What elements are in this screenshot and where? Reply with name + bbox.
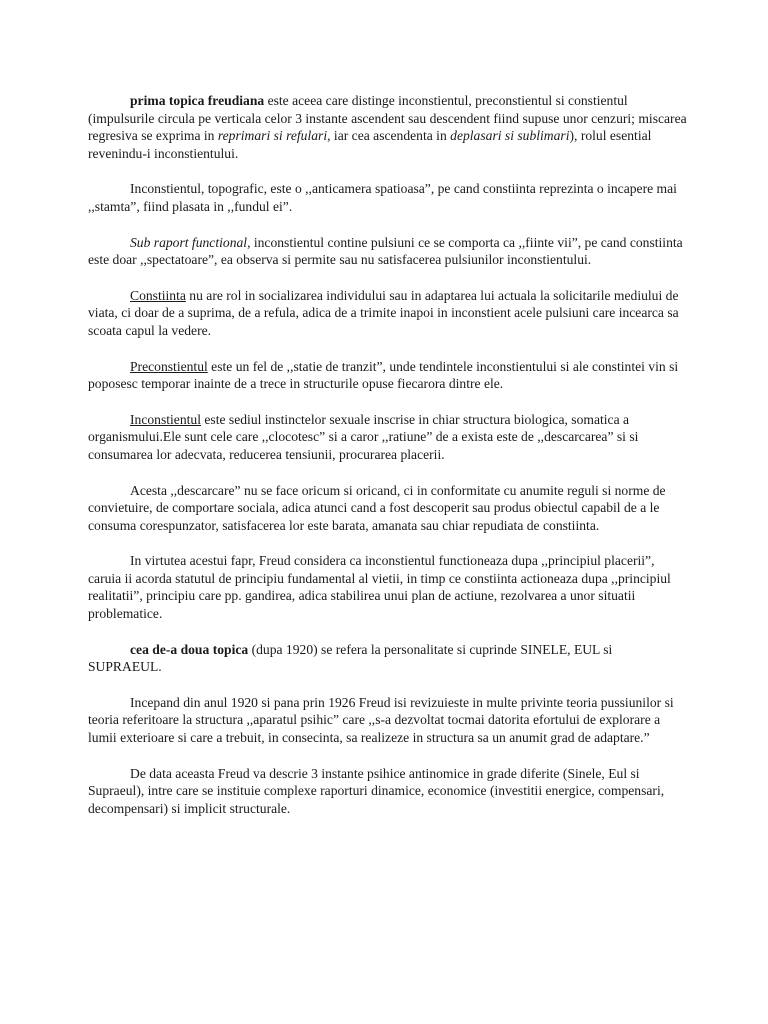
paragraph-a-doua-topica bbox=[88, 641, 688, 676]
paragraph-principiul-placerii: In virtutea acestui fapr, Freud considera ca inconstientul functioneaza dupa ,,principiul placerii”, caruia ii acorda statutul de principiu fundamental al vietii, in timp ce constiinta actioneaza dupa ,,principiul realitatii”, principiu care pp. gandirea, adica stabilirea unui plan de actiune, rezolvarea a unor situatii problematice. bbox=[88, 553, 671, 622]
text-run: nu are rol in socializarea individului sau in adaptarea lui actuala la solicitarile mediului de viata, ci doar de a suprima, de a refula, adica de a trimite inapoi in inconstient acele pulsiuni care incearca sa scoata capul la vedere. bbox=[88, 287, 679, 338]
text-run: (dupa 1920) se refera la personalitate si cuprinde SINELE, EUL si SUPRAEUL. bbox=[88, 641, 613, 675]
emphasis-reprimari: reprimari si refulari bbox=[217, 128, 328, 144]
paragraph-prima-topica bbox=[88, 92, 688, 162]
text-run: , inconstientul contine pulsiuni ce se comporta ca ,,fiinte vii”, pe cand constiinta este doar ,,spectatoare”, ea observa si permite sau nu satisfacerea pulsiunilor inconstientului. bbox=[88, 234, 683, 268]
text-run: , iar cea ascendenta in bbox=[327, 128, 451, 144]
text-run: ), rolul esential revenindu-i inconstientului. bbox=[88, 128, 652, 161]
term-preconstientul: Preconstientul bbox=[130, 358, 208, 374]
paragraph-inconstientul bbox=[88, 411, 688, 464]
paragraph-constiinta bbox=[88, 287, 688, 340]
term-constiinta: Constiinta bbox=[130, 287, 186, 303]
emphasis-deplasari: deplasari si sublimari bbox=[450, 128, 570, 144]
text-run: este aceea care distinge inconstientul, preconstientul si constientul (impulsurile circula pe verticala celor 3 instante ascendent sau descendent fiind supuse unor cenzuri; miscarea regresiva se exprima in bbox=[88, 93, 687, 144]
term-a-doua-topica: cea de-a doua topica bbox=[130, 641, 249, 657]
term-inconstientul: Inconstientul bbox=[130, 411, 201, 427]
document-body bbox=[88, 92, 688, 835]
term-prima-topica: prima topica freudiana bbox=[130, 93, 265, 108]
paragraph-preconstientul bbox=[88, 358, 688, 393]
paragraph-trei-instante: De data aceasta Freud va descrie 3 instante psihice antinomice in grade diferite (Sinele, Eul si Supraeul), intre care se instituie complexe raporturi dinamice, economice (investitii energice, compensari, decompensari) si implicit structurale. bbox=[88, 765, 665, 816]
text-run: este un fel de ,,statie de tranzit”, unde tendintele inconstientului si ale constintei vin si poposesc temporar inainte de a trece in structurile opuse fiecarora dintre ele. bbox=[88, 358, 679, 392]
emphasis-raport-functional: Sub raport functional bbox=[130, 234, 248, 250]
paragraph-1920-1926: Incepand din anul 1920 si pana prin 1926 Freud isi revizuieste in multe privinte teoria pussiunilor si teoria referitoare la structura ,,aparatul psihic” care ,,s-a dezvoltat tocmai datorita efortului de explorare a lumii exterioare si care a trebuit, in consecinta, sa realizeze in structura sa un anumit grad de adaptare.” bbox=[88, 694, 674, 746]
paragraph-descarcare: Acesta ,,descarcare” nu se face oricum si oricand, ci in conformitate cu anumite reguli si norme de convietuire, de comportare sociala, adica atunci cand a fost descoperit sau produs obiectul capabil de a le consuma corespunzator, satisfacerea lor este barata, amanata sau chiar repudiata de constiinta. bbox=[88, 482, 666, 533]
paragraph-inconstientul-topografic: Inconstientul, topografic, este o ,,anticamera spatioasa”, pe cand constiinta reprezinta o incapere mai ,,stamta”, fiind plasata in ,,fundul ei”. bbox=[88, 181, 677, 214]
paragraph-raport-functional bbox=[88, 234, 688, 269]
text-run: este sediul instinctelor sexuale inscrise in chiar structura biologica, somatica a organismului.Ele sunt cele care ,,clocotesc” si a caror ,,ratiune” de a exista este de ,,descarcarea” si si consumarea lor adecvata, reducerea tensiunii, procurarea placerii. bbox=[88, 411, 639, 462]
